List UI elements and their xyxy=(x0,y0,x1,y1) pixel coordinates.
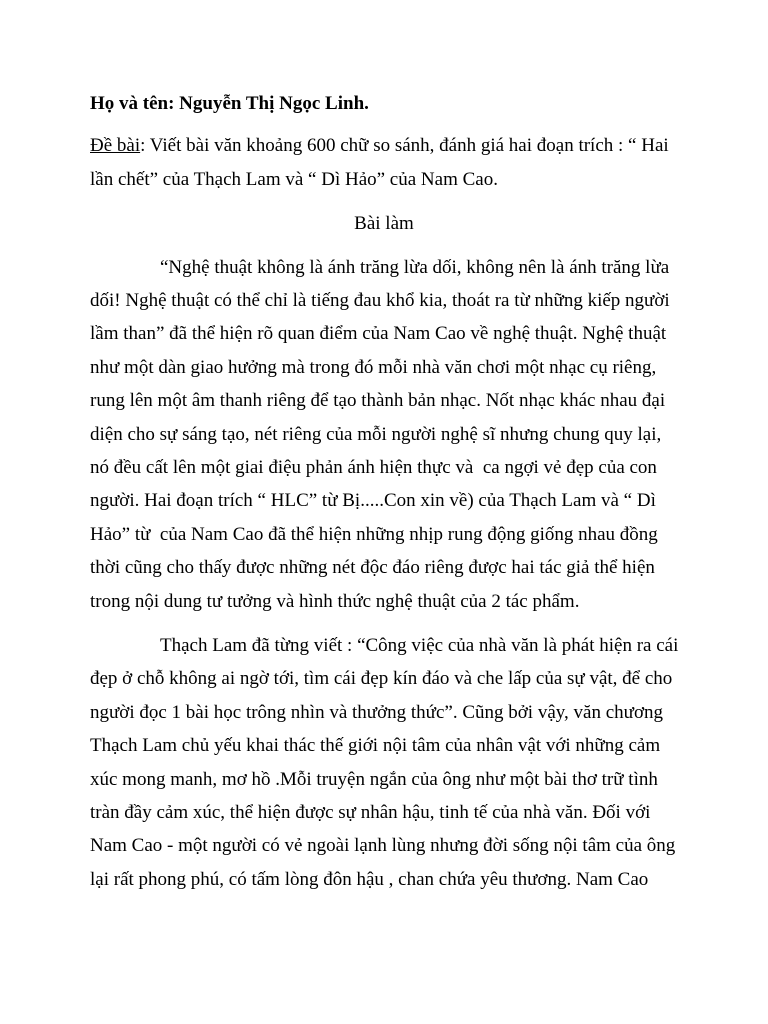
paragraph1-line: trong nội dung tư tưởng và hình thức nghệ thuật của 2 tác phẩm. xyxy=(90,591,580,612)
paragraph1-line: như một dàn giao hưởng mà trong đó mỗi nhà văn chơi một nhạc cụ riêng, xyxy=(90,357,657,378)
paragraph1-line: diện cho sự sáng tạo, nét riêng của mỗi người nghệ sĩ nhưng chung quy lại, xyxy=(90,424,662,445)
section-title: Bài làm xyxy=(354,213,414,234)
paragraph2-line: người đọc 1 bài học trông nhìn và thưởng thức”. Cũng bởi vậy, văn chương xyxy=(90,702,663,723)
paragraph2-line: Thạch Lam chủ yếu khai thác thế giới nội tâm của nhân vật với những cảm xyxy=(90,735,661,756)
paragraph1-line: Hảo” từ của Nam Cao đã thể hiện những nhịp rung động giống nhau đồng xyxy=(90,524,658,545)
paragraph2-line: đẹp ở chỗ không ai ngờ tới, tìm cái đẹp kín đáo và che lấp của sự vật, để cho xyxy=(90,668,673,689)
paragraph1-line: rung lên một âm thanh riêng để tạo thành bản nhạc. Nốt nhạc khác nhau đại xyxy=(90,390,666,411)
paragraph2-line: xúc mong manh, mơ hồ .Mỗi truyện ngắn của ông như một bài thơ trữ tình xyxy=(90,769,658,790)
prompt-text-1: : Viết bài văn khoảng 600 chữ so sánh, đánh giá hai đoạn trích : “ Hai xyxy=(140,135,669,156)
paragraph1-line: người. Hai đoạn trích “ HLC” từ Bị.....Con xin về) của Thạch Lam và “ Dì xyxy=(90,490,656,511)
paragraph2-line: lại rất phong phú, có tấm lòng đôn hậu , chan chứa yêu thương. Nam Cao xyxy=(90,869,649,890)
prompt-line-2: lần chết” của Thạch Lam và “ Dì Hảo” của Nam Cao. xyxy=(90,169,498,190)
paragraph1-line: “Nghệ thuật không là ánh trăng lừa dối, không nên là ánh trăng lừa xyxy=(160,257,670,278)
paragraph1-line: dối! Nghệ thuật có thể chỉ là tiếng đau khổ kia, thoát ra từ những kiếp người xyxy=(90,290,670,311)
paragraph2-line: Nam Cao - một người có vẻ ngoài lạnh lùng nhưng đời sống nội tâm của ông xyxy=(90,835,676,856)
prompt-line-1 xyxy=(90,134,669,158)
paragraph2-line: Thạch Lam đã từng viết : “Công việc của nhà văn là phát hiện ra cái xyxy=(160,635,679,656)
paragraph1-line: nó đều cất lên một giai điệu phản ánh hiện thực và ca ngợi vẻ đẹp của con xyxy=(90,457,657,478)
prompt-label: Đề bài xyxy=(90,135,141,156)
paragraph1-line: lầm than” đã thể hiện rõ quan điểm của Nam Cao về nghệ thuật. Nghệ thuật xyxy=(90,323,667,344)
paragraph1-line: thời cũng cho thấy được những nét độc đáo riêng được hai tác giả thể hiện xyxy=(90,557,655,578)
student-name-line: Họ và tên: Nguyễn Thị Ngọc Linh. xyxy=(90,93,369,114)
paragraph2-line: tràn đầy cảm xúc, thể hiện được sự nhân hậu, tinh tế của nhà văn. Đối với xyxy=(90,802,651,823)
